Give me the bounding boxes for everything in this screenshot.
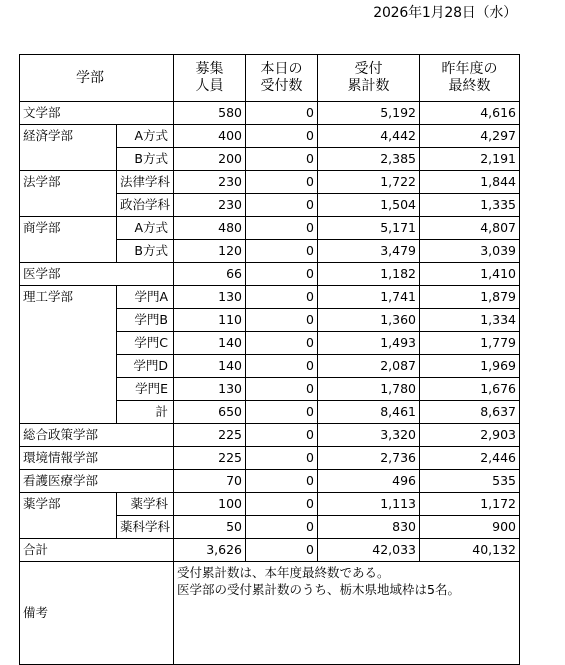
table-row bbox=[20, 263, 520, 286]
faculty-name: 医学部 bbox=[20, 263, 174, 286]
subdivision-cell: 政治学科 bbox=[117, 194, 174, 217]
header-faculty: 学部 bbox=[20, 55, 174, 102]
faculty-name: 薬学部 bbox=[20, 493, 117, 516]
subdivision-cell: B方式 bbox=[117, 240, 174, 263]
notes-label: 備考 bbox=[20, 562, 174, 665]
last-year-cell: 1,879 bbox=[420, 286, 520, 309]
note-line: 医学部の受付累計数のうち、栃木県地域枠は5名。 bbox=[177, 582, 460, 597]
last-year-cell: 1,969 bbox=[420, 355, 520, 378]
last-year-cell: 1,779 bbox=[420, 332, 520, 355]
cumulative-cell: 3,320 bbox=[318, 424, 420, 447]
capacity-cell: 140 bbox=[174, 355, 246, 378]
today-cell: 0 bbox=[246, 194, 318, 217]
note-line: 受付累計数は、本年度最終数である。 bbox=[177, 565, 390, 580]
table-row bbox=[20, 217, 520, 240]
subdivision-cell: 薬学科 bbox=[117, 493, 174, 516]
today-cell: 0 bbox=[246, 539, 318, 562]
last-year-cell: 1,334 bbox=[420, 309, 520, 332]
table-row bbox=[20, 102, 520, 125]
today-cell: 0 bbox=[246, 125, 318, 148]
capacity-cell: 480 bbox=[174, 217, 246, 240]
capacity-cell: 230 bbox=[174, 171, 246, 194]
today-cell: 0 bbox=[246, 217, 318, 240]
header-capacity: 募集 人員 bbox=[174, 55, 246, 102]
capacity-cell: 225 bbox=[174, 424, 246, 447]
table-row bbox=[20, 516, 520, 539]
report-date: 2026年1月28日（水） bbox=[373, 5, 517, 21]
cumulative-cell: 2,385 bbox=[318, 148, 420, 171]
subdivision-cell: 計 bbox=[117, 401, 174, 424]
today-cell: 0 bbox=[246, 240, 318, 263]
cumulative-cell: 1,504 bbox=[318, 194, 420, 217]
table-row bbox=[20, 125, 520, 148]
capacity-cell: 400 bbox=[174, 125, 246, 148]
subdivision-cell: 学門A bbox=[117, 286, 174, 309]
today-cell: 0 bbox=[246, 102, 318, 125]
total-row bbox=[20, 539, 520, 562]
faculty-name: 看護医療学部 bbox=[20, 470, 174, 493]
faculty-name: 法学部 bbox=[20, 171, 117, 194]
capacity-cell: 120 bbox=[174, 240, 246, 263]
subdivision-cell: 学門C bbox=[117, 332, 174, 355]
last-year-cell: 535 bbox=[420, 470, 520, 493]
last-year-cell: 1,335 bbox=[420, 194, 520, 217]
capacity-cell: 200 bbox=[174, 148, 246, 171]
cumulative-cell: 1,182 bbox=[318, 263, 420, 286]
last-year-cell: 4,616 bbox=[420, 102, 520, 125]
today-cell: 0 bbox=[246, 516, 318, 539]
today-cell: 0 bbox=[246, 263, 318, 286]
today-cell: 0 bbox=[246, 309, 318, 332]
last-year-cell: 40,132 bbox=[420, 539, 520, 562]
notes-row bbox=[20, 562, 520, 665]
capacity-cell: 3,626 bbox=[174, 539, 246, 562]
capacity-cell: 140 bbox=[174, 332, 246, 355]
cumulative-cell: 830 bbox=[318, 516, 420, 539]
subdivision-cell: 法律学科 bbox=[117, 171, 174, 194]
last-year-cell: 1,172 bbox=[420, 493, 520, 516]
faculty-name: 商学部 bbox=[20, 217, 117, 240]
today-cell: 0 bbox=[246, 424, 318, 447]
capacity-cell: 225 bbox=[174, 447, 246, 470]
today-cell: 0 bbox=[246, 286, 318, 309]
cumulative-cell: 2,087 bbox=[318, 355, 420, 378]
table-row bbox=[20, 194, 520, 217]
last-year-cell: 1,844 bbox=[420, 171, 520, 194]
faculty-name: 環境情報学部 bbox=[20, 447, 174, 470]
capacity-cell: 66 bbox=[174, 263, 246, 286]
table-row bbox=[20, 148, 520, 171]
cumulative-cell: 1,722 bbox=[318, 171, 420, 194]
capacity-cell: 70 bbox=[174, 470, 246, 493]
capacity-cell: 230 bbox=[174, 194, 246, 217]
capacity-cell: 100 bbox=[174, 493, 246, 516]
cumulative-cell: 496 bbox=[318, 470, 420, 493]
cumulative-cell: 8,461 bbox=[318, 401, 420, 424]
table-row bbox=[20, 424, 520, 447]
cumulative-cell: 1,780 bbox=[318, 378, 420, 401]
table-row bbox=[20, 355, 520, 378]
header-row bbox=[20, 55, 520, 102]
faculty-name: 経済学部 bbox=[20, 125, 117, 148]
cumulative-cell: 2,736 bbox=[318, 447, 420, 470]
faculty-name: 理工学部 bbox=[20, 286, 117, 309]
cumulative-cell: 1,741 bbox=[318, 286, 420, 309]
subdivision-cell: A方式 bbox=[117, 125, 174, 148]
subdivision-cell: B方式 bbox=[117, 148, 174, 171]
today-cell: 0 bbox=[246, 378, 318, 401]
today-cell: 0 bbox=[246, 447, 318, 470]
faculty-name: 文学部 bbox=[20, 102, 174, 125]
table-row bbox=[20, 378, 520, 401]
total-label: 合計 bbox=[20, 539, 174, 562]
last-year-cell: 3,039 bbox=[420, 240, 520, 263]
cumulative-cell: 4,442 bbox=[318, 125, 420, 148]
today-cell: 0 bbox=[246, 401, 318, 424]
faculty-name: 総合政策学部 bbox=[20, 424, 174, 447]
table-row bbox=[20, 401, 520, 424]
last-year-cell: 900 bbox=[420, 516, 520, 539]
last-year-cell: 1,676 bbox=[420, 378, 520, 401]
subdivision-cell: A方式 bbox=[117, 217, 174, 240]
table-row bbox=[20, 332, 520, 355]
cumulative-cell: 5,192 bbox=[318, 102, 420, 125]
last-year-cell: 2,191 bbox=[420, 148, 520, 171]
cumulative-cell: 1,113 bbox=[318, 493, 420, 516]
table-row bbox=[20, 286, 520, 309]
table-row bbox=[20, 240, 520, 263]
capacity-cell: 650 bbox=[174, 401, 246, 424]
table-row bbox=[20, 447, 520, 470]
last-year-cell: 4,297 bbox=[420, 125, 520, 148]
applications-table bbox=[19, 54, 520, 665]
subdivision-cell: 薬科学科 bbox=[117, 516, 174, 539]
last-year-cell: 2,446 bbox=[420, 447, 520, 470]
capacity-cell: 130 bbox=[174, 378, 246, 401]
subdivision-cell: 学門B bbox=[117, 309, 174, 332]
header-today: 本日の 受付数 bbox=[246, 55, 318, 102]
capacity-cell: 50 bbox=[174, 516, 246, 539]
header-last-year: 昨年度の 最終数 bbox=[420, 55, 520, 102]
last-year-cell: 2,903 bbox=[420, 424, 520, 447]
notes-content bbox=[174, 562, 520, 665]
table-row bbox=[20, 470, 520, 493]
subdivision-cell: 学門D bbox=[117, 355, 174, 378]
today-cell: 0 bbox=[246, 332, 318, 355]
today-cell: 0 bbox=[246, 355, 318, 378]
today-cell: 0 bbox=[246, 171, 318, 194]
last-year-cell: 1,410 bbox=[420, 263, 520, 286]
last-year-cell: 8,637 bbox=[420, 401, 520, 424]
table-row bbox=[20, 309, 520, 332]
last-year-cell: 4,807 bbox=[420, 217, 520, 240]
cumulative-cell: 42,033 bbox=[318, 539, 420, 562]
cumulative-cell: 3,479 bbox=[318, 240, 420, 263]
subdivision-cell: 学門E bbox=[117, 378, 174, 401]
table-row bbox=[20, 171, 520, 194]
capacity-cell: 130 bbox=[174, 286, 246, 309]
table-row bbox=[20, 493, 520, 516]
cumulative-cell: 5,171 bbox=[318, 217, 420, 240]
cumulative-cell: 1,493 bbox=[318, 332, 420, 355]
today-cell: 0 bbox=[246, 148, 318, 171]
cumulative-cell: 1,360 bbox=[318, 309, 420, 332]
today-cell: 0 bbox=[246, 493, 318, 516]
capacity-cell: 110 bbox=[174, 309, 246, 332]
today-cell: 0 bbox=[246, 470, 318, 493]
header-cumulative: 受付 累計数 bbox=[318, 55, 420, 102]
capacity-cell: 580 bbox=[174, 102, 246, 125]
